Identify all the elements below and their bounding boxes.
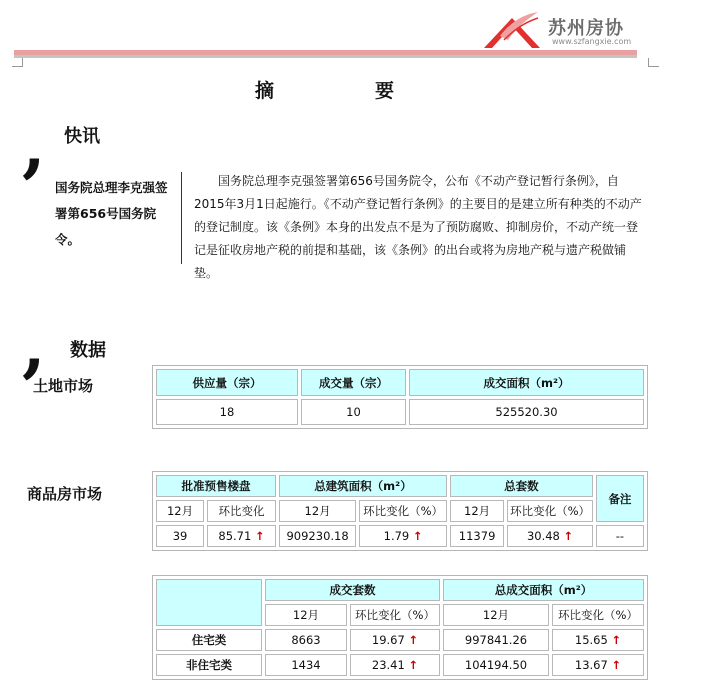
logo-text: 苏州房协 [548, 18, 624, 39]
land-value-area: 525520.30 [409, 399, 644, 425]
housing-group-area: 总建筑面积（m²） [279, 475, 447, 497]
sales-group-units: 成交套数 [265, 579, 440, 601]
sales-units-change: 23.41 ↑ [350, 654, 440, 676]
land-header-supply: 供应量（宗） [156, 369, 298, 396]
housing-sub-change: 环比变化（%） [359, 500, 447, 522]
up-arrow-icon: ↑ [563, 529, 574, 543]
news-divider [181, 172, 182, 264]
sales-units-change: 19.67 ↑ [350, 629, 440, 651]
land-header-area: 成交面积（m²） [409, 369, 644, 396]
header-rule-gray [14, 55, 637, 58]
news-summary: 国务院总理李克强签署第656号国务院令。 [55, 180, 168, 247]
logo-url: www.szfangxie.com [552, 37, 632, 46]
up-arrow-icon: ↑ [408, 658, 419, 672]
table-row [156, 654, 644, 676]
housing-group-units: 总套数 [450, 475, 593, 497]
sales-row-label: 非住宅类 [156, 654, 262, 676]
table-row [156, 629, 644, 651]
up-arrow-icon: ↑ [611, 633, 622, 647]
sales-group-area: 总成交面积（m²） [443, 579, 644, 601]
crop-mark-right [648, 58, 659, 67]
housing-market-label: 商品房市场 [27, 485, 103, 503]
data-heading: 数据 [70, 340, 106, 361]
land-value-supply: 18 [156, 399, 298, 425]
up-arrow-icon: ↑ [254, 529, 265, 543]
housing-units-change: 30.48 ↑ [507, 525, 593, 547]
land-value-deals: 10 [301, 399, 406, 425]
crop-mark-left [12, 58, 23, 67]
sales-sub-month: 12月 [443, 604, 549, 626]
land-header-deals: 成交量（宗） [301, 369, 406, 396]
housing-area-change: 1.79 ↑ [359, 525, 447, 547]
sales-sub-change: 环比变化（%） [350, 604, 440, 626]
sales-sub-change: 环比变化（%） [552, 604, 644, 626]
page-title-part1: 摘 [255, 80, 275, 102]
housing-sub-month: 12月 [279, 500, 356, 522]
housing-presale-count: 39 [156, 525, 204, 547]
section-quote-icon: , [22, 306, 46, 386]
housing-sub-month: 12月 [156, 500, 204, 522]
land-market-table [152, 365, 648, 429]
land-market-label: 土地市场 [33, 377, 94, 395]
logo-icon [482, 10, 542, 50]
section-quote-icon: , [22, 106, 46, 186]
housing-group-presale: 批准预售楼盘 [156, 475, 276, 497]
housing-group-note: 备注 [596, 475, 644, 522]
sales-units-value: 1434 [265, 654, 347, 676]
housing-note-value: -- [596, 525, 644, 547]
sales-units-value: 8663 [265, 629, 347, 651]
sales-area-value: 104194.50 [443, 654, 549, 676]
sales-row-label: 住宅类 [156, 629, 262, 651]
housing-units-value: 11379 [450, 525, 504, 547]
page-title-part2: 要 [375, 80, 395, 102]
sales-area-value: 997841.26 [443, 629, 549, 651]
sales-area-change: 13.67 ↑ [552, 654, 644, 676]
housing-sub-change: 环比变化（%） [507, 500, 593, 522]
housing-sub-month: 12月 [450, 500, 504, 522]
sales-corner-cell [156, 579, 262, 626]
housing-presale-change: 85.71 ↑ [207, 525, 276, 547]
sales-sub-month: 12月 [265, 604, 347, 626]
housing-area-value: 909230.18 [279, 525, 356, 547]
news-body: 国务院总理李克强签署第656号国务院令，公布《不动产登记暂行条例》，自2015年3月1日起施行。《不动产登记暂行条例》的主要目的是建立所有种类的不动产的登记制度。该《条例》本身的出发点不是为了预防腐败、抑制房价，不动产统一登记是征收房地产税的前提和基础，该《条例》的出台或将为房地产税与遗产税做铺垫。 [194, 174, 642, 280]
up-arrow-icon: ↑ [408, 633, 419, 647]
up-arrow-icon: ↑ [412, 529, 423, 543]
news-heading: 快讯 [64, 126, 100, 147]
sales-table [152, 575, 648, 680]
sales-area-change: 15.65 ↑ [552, 629, 644, 651]
housing-sub-change: 环比变化 [207, 500, 276, 522]
up-arrow-icon: ↑ [611, 658, 622, 672]
housing-market-table [152, 471, 648, 551]
